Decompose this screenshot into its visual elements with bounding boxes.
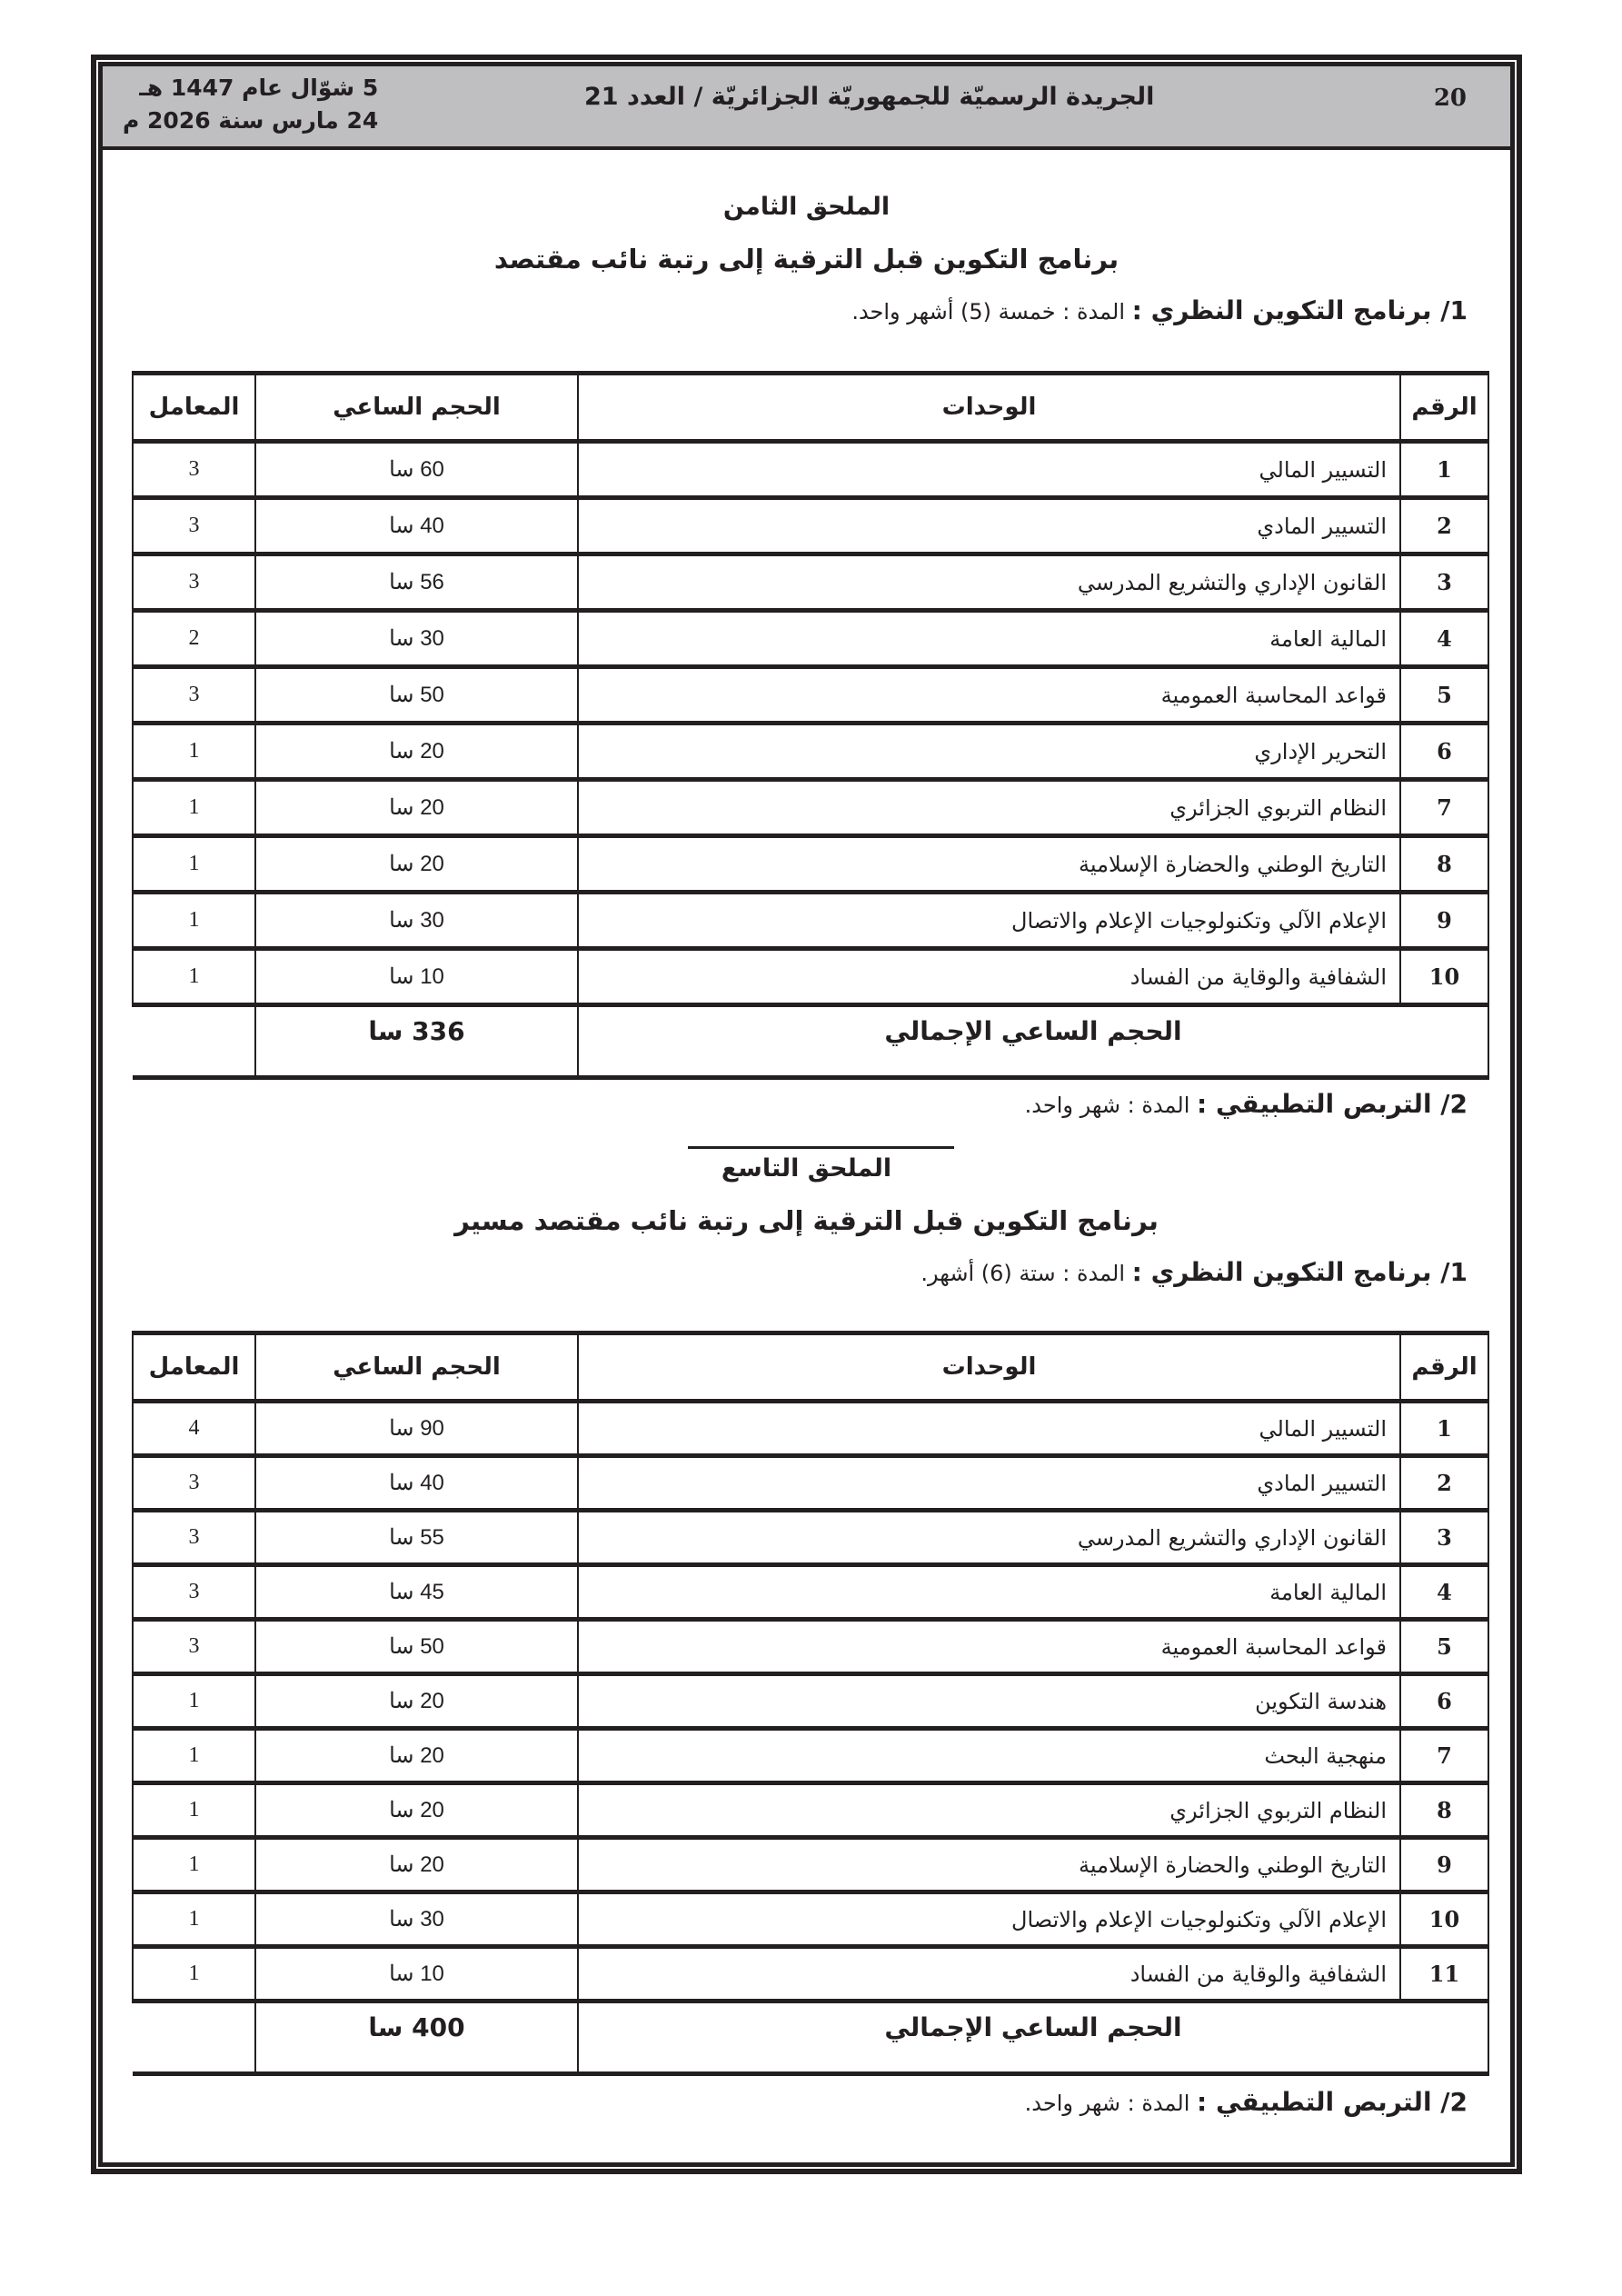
row-number: 1	[1400, 442, 1488, 498]
unit-name: النظام التربوي الجزائري	[578, 780, 1400, 836]
hours-value: 20 سا	[255, 780, 578, 836]
unit-name: الإعلام الآلي وتكنولوجيات الإعلام والاتصال	[578, 1892, 1400, 1947]
table-row	[133, 667, 1488, 724]
row-number: 7	[1400, 780, 1488, 836]
hours-value: 20 سا	[255, 724, 578, 780]
annex9-practical-duration: المدة : شهر واحد.	[1024, 2091, 1198, 2116]
row-number: 6	[1400, 724, 1488, 780]
row-number: 6	[1400, 1674, 1488, 1729]
coefficient-value: 4	[133, 1402, 255, 1456]
coefficient-value: 1	[133, 1892, 255, 1947]
table-row	[133, 836, 1488, 893]
unit-name: التسيير المادي	[578, 498, 1400, 554]
row-number: 8	[1400, 1783, 1488, 1838]
unit-name: القانون الإداري والتشريع المدرسي	[578, 1511, 1400, 1565]
hours-value: 20 سا	[255, 1838, 578, 1892]
table-row	[133, 724, 1488, 780]
unit-name: التحرير الإداري	[578, 724, 1400, 780]
annex8-practical-line	[1025, 1089, 1468, 1119]
annex9-theory-duration: المدة : ستة (6) أشهر.	[920, 1261, 1132, 1286]
annex9-units-table	[132, 1331, 1489, 2076]
hours-value: 30 سا	[255, 1892, 578, 1947]
coefficient-value: 1	[133, 1947, 255, 2002]
annex8-theory-line	[851, 295, 1468, 325]
page-number: 20	[1433, 85, 1467, 112]
hours-value: 90 سا	[255, 1402, 578, 1456]
coefficient-value: 1	[133, 1729, 255, 1783]
unit-name: قواعد المحاسبة العمومية	[578, 667, 1400, 724]
hours-value: 20 سا	[255, 1674, 578, 1729]
unit-name: التسيير المالي	[578, 442, 1400, 498]
annex9-program-title: برنامج التكوين قبل الترقية إلى رتبة نائب مقتصد مسير	[454, 1205, 1159, 1236]
row-number: 2	[1400, 1456, 1488, 1511]
table-header-row	[133, 374, 1488, 442]
table-row	[133, 1620, 1488, 1674]
table-row	[133, 1892, 1488, 1947]
coefficient-value: 2	[133, 611, 255, 667]
table-row	[133, 949, 1488, 1005]
annex9-practical-line	[1025, 2087, 1468, 2117]
table-row	[133, 1674, 1488, 1729]
coefficient-value: 3	[133, 442, 255, 498]
total-label: الحجم الساعي الإجمالي	[578, 2002, 1488, 2074]
col-header-hours: الحجم الساعي	[255, 374, 578, 442]
annex8-program-title: برنامج التكوين قبل الترقية إلى رتبة نائب مقتصد	[493, 244, 1119, 275]
annex8-theory-label: 1/ برنامج التكوين النظري :	[1131, 295, 1468, 325]
row-number: 7	[1400, 1729, 1488, 1783]
row-number: 5	[1400, 667, 1488, 724]
annex8-units-table	[132, 371, 1489, 1080]
row-number: 3	[1400, 554, 1488, 611]
hours-value: 55 سا	[255, 1511, 578, 1565]
hours-value: 20 سا	[255, 1783, 578, 1838]
hours-value: 20 سا	[255, 836, 578, 893]
hours-value: 50 سا	[255, 667, 578, 724]
coefficient-value: 1	[133, 949, 255, 1005]
coefficient-value: 3	[133, 498, 255, 554]
unit-name: التاريخ الوطني والحضارة الإسلامية	[578, 1838, 1400, 1892]
table-row	[133, 1838, 1488, 1892]
coefficient-value: 3	[133, 1511, 255, 1565]
table-row	[133, 611, 1488, 667]
table-row	[133, 1729, 1488, 1783]
table-row	[133, 1511, 1488, 1565]
hours-value: 30 سا	[255, 611, 578, 667]
table-total-row	[133, 1005, 1488, 1078]
coefficient-value: 3	[133, 1620, 255, 1674]
annex9-title: الملحق التاسع	[721, 1154, 892, 1183]
row-number: 10	[1400, 1892, 1488, 1947]
row-number: 3	[1400, 1511, 1488, 1565]
annex8-practical-duration: المدة : شهر واحد.	[1024, 1093, 1198, 1118]
total-hours: 336 سا	[255, 1005, 578, 1078]
total-blank-cell	[133, 2002, 255, 2074]
coefficient-value: 1	[133, 780, 255, 836]
coefficient-value: 1	[133, 1838, 255, 1892]
unit-name: التسيير المالي	[578, 1402, 1400, 1456]
table-row	[133, 1947, 1488, 2002]
table-row	[133, 780, 1488, 836]
table-row	[133, 498, 1488, 554]
coefficient-value: 1	[133, 893, 255, 949]
row-number: 10	[1400, 949, 1488, 1005]
table-row	[133, 1402, 1488, 1456]
table-header-row	[133, 1333, 1488, 1402]
annex9-practical-label: 2/ التربص التطبيقي :	[1197, 2087, 1468, 2117]
hours-value: 40 سا	[255, 498, 578, 554]
unit-name: الإعلام الآلي وتكنولوجيات الإعلام والاتصال	[578, 893, 1400, 949]
unit-name: التسيير المادي	[578, 1456, 1400, 1511]
hours-value: 56 سا	[255, 554, 578, 611]
gazette-title: الجريدة الرسميّة للجمهوريّة الجزائريّة / العدد 21	[584, 83, 1155, 111]
row-number: 2	[1400, 498, 1488, 554]
coefficient-value: 1	[133, 836, 255, 893]
row-number: 4	[1400, 611, 1488, 667]
row-number: 9	[1400, 1838, 1488, 1892]
row-number: 9	[1400, 893, 1488, 949]
gazette-header	[103, 66, 1510, 150]
unit-name: القانون الإداري والتشريع المدرسي	[578, 554, 1400, 611]
unit-name: هندسة التكوين	[578, 1674, 1400, 1729]
col-header-hours: الحجم الساعي	[255, 1333, 578, 1402]
annex8-practical-label: 2/ التربص التطبيقي :	[1197, 1089, 1468, 1119]
annex9-theory-line	[920, 1257, 1468, 1287]
coefficient-value: 3	[133, 1565, 255, 1620]
coefficient-value: 3	[133, 554, 255, 611]
unit-name: النظام التربوي الجزائري	[578, 1783, 1400, 1838]
unit-name: قواعد المحاسبة العمومية	[578, 1620, 1400, 1674]
total-hours: 400 سا	[255, 2002, 578, 2074]
coefficient-value: 1	[133, 724, 255, 780]
hours-value: 10 سا	[255, 949, 578, 1005]
row-number: 1	[1400, 1402, 1488, 1456]
col-header-num: الرقم	[1400, 1333, 1488, 1402]
date-gregorian: 24 مارس سنة 2026 م	[123, 107, 379, 134]
hours-value: 60 سا	[255, 442, 578, 498]
coefficient-value: 3	[133, 667, 255, 724]
unit-name: المالية العامة	[578, 611, 1400, 667]
row-number: 11	[1400, 1947, 1488, 2002]
unit-name: التاريخ الوطني والحضارة الإسلامية	[578, 836, 1400, 893]
unit-name: الشفافية والوقاية من الفساد	[578, 949, 1400, 1005]
table-row	[133, 442, 1488, 498]
row-number: 4	[1400, 1565, 1488, 1620]
total-label: الحجم الساعي الإجمالي	[578, 1005, 1488, 1078]
hours-value: 45 سا	[255, 1565, 578, 1620]
annex8-title: الملحق الثامن	[722, 193, 891, 221]
coefficient-value: 1	[133, 1674, 255, 1729]
total-blank-cell	[133, 1005, 255, 1078]
col-header-coef: المعامل	[133, 1333, 255, 1402]
row-number: 5	[1400, 1620, 1488, 1674]
hours-value: 30 سا	[255, 893, 578, 949]
table-row	[133, 554, 1488, 611]
table-total-row	[133, 2002, 1488, 2074]
date-hijri: 5 شوّال عام 1447 هـ	[139, 75, 379, 101]
col-header-num: الرقم	[1400, 374, 1488, 442]
coefficient-value: 1	[133, 1783, 255, 1838]
unit-name: منهجية البحث	[578, 1729, 1400, 1783]
hours-value: 40 سا	[255, 1456, 578, 1511]
annex-separator-rule	[688, 1146, 954, 1149]
col-header-coef: المعامل	[133, 374, 255, 442]
table-row	[133, 893, 1488, 949]
coefficient-value: 3	[133, 1456, 255, 1511]
row-number: 8	[1400, 836, 1488, 893]
unit-name: المالية العامة	[578, 1565, 1400, 1620]
hours-value: 10 سا	[255, 1947, 578, 2002]
col-header-unit: الوحدات	[578, 374, 1400, 442]
table-row	[133, 1565, 1488, 1620]
hours-value: 50 سا	[255, 1620, 578, 1674]
issue-date	[123, 72, 378, 137]
hours-value: 20 سا	[255, 1729, 578, 1783]
unit-name: الشفافية والوقاية من الفساد	[578, 1947, 1400, 2002]
annex9-theory-label: 1/ برنامج التكوين النظري :	[1131, 1257, 1468, 1287]
table-row	[133, 1783, 1488, 1838]
col-header-unit: الوحدات	[578, 1333, 1400, 1402]
annex8-theory-duration: المدة : خمسة (5) أشهر واحد.	[851, 299, 1132, 324]
table-row	[133, 1456, 1488, 1511]
